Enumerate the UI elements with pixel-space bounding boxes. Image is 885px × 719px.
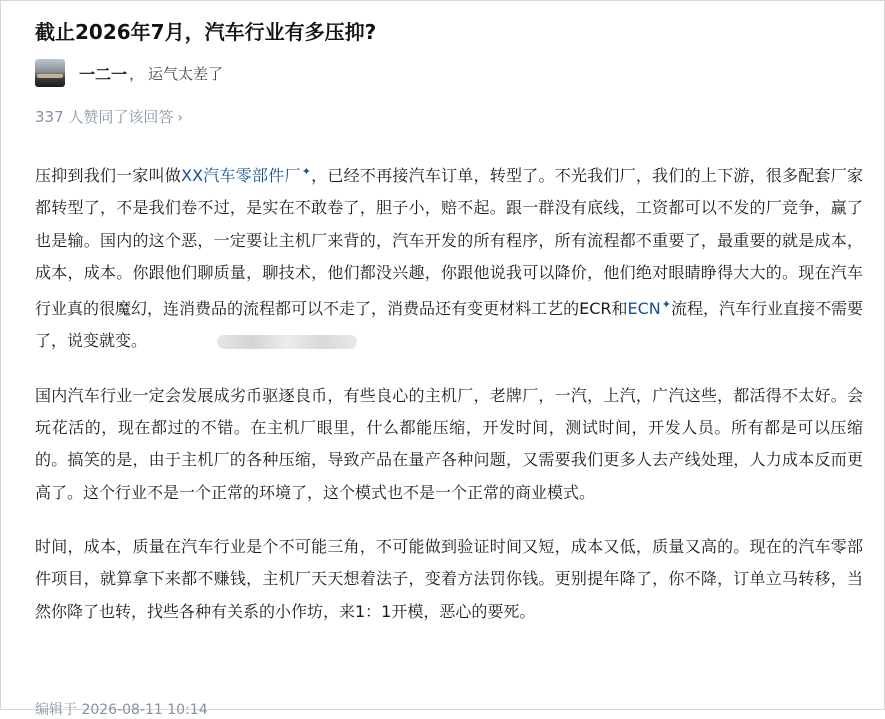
keyword-link-parts-factory[interactable]: XX汽车零部件厂 [181,166,301,185]
chevron-right-icon: › [177,110,184,126]
blurred-watermark [217,335,357,349]
sparkle-icon: ✦ [661,298,671,312]
author-avatar[interactable] [35,59,65,87]
upvote-count-link[interactable] [35,105,183,130]
author-bio: 运气太差了 [148,64,224,83]
sparkle-icon: ✦ [301,165,311,178]
edited-timestamp: 编辑于 2026-08-11 10:14 [35,702,208,718]
paragraph-text: ，已经不再接汽车订单，转型了。不光我们厂，我们的上下游，很多配套厂家都转型了，不是我们卷不过，是实在不敢卷了，胆子小，赔不起。跟一群没有底线，工资都可以不发的厂竞争，赢了也是输。国内的这个恶，一定要让主机厂来背的，汽车开发的所有程序，所有流程都不重要了，最重要的就是成本，成本，成本。你跟他们聊质量，聊技术，他们都没兴趣，你跟他说我可以降价，他们绝对眼睛睁得大大的。现在汽车行业真的很魔幻，连消费品的流程都可以不走了，消费品还有变更材料工艺的ECR和 [35,166,863,319]
answer-paragraph-1 [35,156,863,358]
upvote-count-text: 337 人赞同了该回答 [35,108,174,126]
answer-paragraph-3: 时间，成本，质量在汽车行业是个不可能三角，不可能做到验证时间又短，成本又低，质量又高的。现在的汽车零部件项目，就算拿下来都不赚钱，主机厂天天想着法子，变着方法罚你钱。更别提年降了，你不降，订单立马转移，当然你降了也转，找些各种有关系的小作坊，来1：1开模，恶心的要死。 [35,536,863,621]
author-name[interactable]: 一二一 [79,64,128,84]
paragraph-text: 流程，汽车行业直接不需要了，说变就变。 [35,299,863,351]
author-separator: ， [129,64,145,83]
author-info [35,58,223,88]
answer-paragraph-2: 国内汽车行业一定会发展成劣币驱逐良币，有些良心的主机厂，老牌厂，一汽，上汽，广汽这些，都活得不太好。会玩花活的，现在都过的不错。在主机厂眼里，什么都能压缩，开发时间，测试时间，开发人员。所有都是可以压缩的。搞笑的是，由于主机厂的各种压缩，导致产品在量产各种问题，又需要我们更多人去产线处理，人力成本反而更高了。这个行业不是一个正常的环境了，这个模式也不是一个正常的商业模式。 [35,385,863,502]
question-title[interactable]: 截止2026年7月，汽车行业有多压抑? [35,20,377,44]
paragraph-text: 压抑到我们一家叫做 [35,166,182,185]
answer-content [35,156,863,650]
keyword-link-ecn[interactable]: ECN [627,299,661,319]
